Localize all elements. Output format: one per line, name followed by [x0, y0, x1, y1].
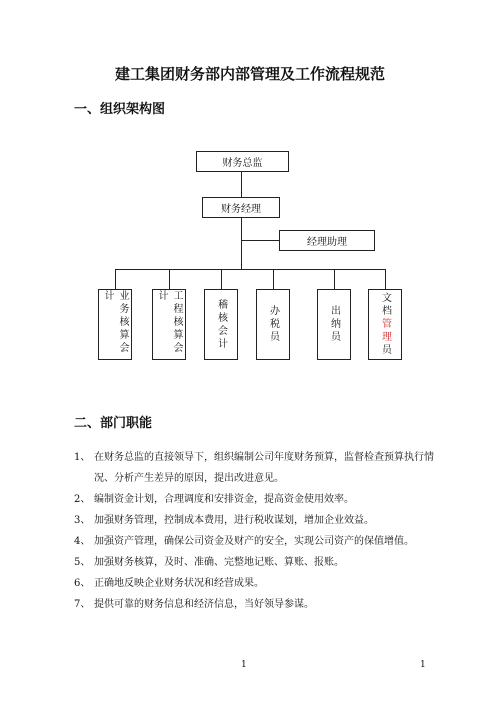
section-heading-dept-functions: 二、部门职能: [74, 416, 153, 431]
list-item: 1、 在财务总监的直接领导下，组织编制公司年度财务预算，监督检查预算执行情况、分析产生差异的原因，提出改进意见。: [74, 452, 434, 484]
list-item: 6、 正确地反映企业财务状况和经营成果。: [74, 578, 264, 589]
connector-manager-trunk: [241, 218, 242, 269]
list-item: 2、 编制资金计划，合理调度和安排资金，提高资金使用效率。: [74, 494, 354, 505]
page-number-right: 1: [420, 660, 426, 670]
connector-director-manager: [241, 172, 242, 197]
org-box-staff-2: 工程核算会计: [152, 289, 186, 360]
page-title: 建工集团财务部内部管理及工作流程规范: [114, 65, 385, 83]
section-heading-org-chart: 一、组织架构图: [74, 102, 166, 117]
page-number: 1: [241, 660, 247, 670]
org-box-finance-director: 财务总监: [196, 151, 289, 172]
highlighted-text: 管理: [379, 318, 391, 344]
list-item: 7、 提供可靠的财务信息和经济信息，当好领导参谋。: [74, 599, 314, 610]
connector-staff-bar: [115, 269, 385, 270]
org-box-staff-6: 文档 管理 员: [368, 289, 402, 360]
org-box-staff-3: 稽核会计: [204, 289, 238, 360]
org-box-manager-assistant: 经理助理: [279, 230, 375, 251]
org-box-finance-manager: 财务经理: [202, 197, 280, 218]
list-item: 3、 加强财务管理，控制成本费用，进行税收谋划，增加企业效益。: [74, 515, 374, 526]
org-box-staff-1: 业务核算会计: [98, 289, 132, 360]
connector-staff-1: [115, 269, 116, 289]
list-item: 4、 加强资产管理，确保公司资金及财产的安全，实现公司资产的保值增值。: [74, 536, 414, 547]
org-box-staff-4: 办税员: [256, 289, 290, 360]
connector-staff-4: [273, 269, 274, 289]
connector-staff-6: [385, 269, 386, 289]
connector-assistant: [241, 240, 279, 241]
connector-staff-5: [334, 269, 335, 289]
org-box-staff-5: 出纳员: [317, 289, 351, 360]
list-item: 5、 加强财务核算，及时、准确、完整地记账、算账、报账。: [74, 557, 344, 568]
connector-staff-3: [221, 269, 222, 289]
duties-list: [74, 447, 434, 615]
connector-staff-2: [169, 269, 170, 289]
